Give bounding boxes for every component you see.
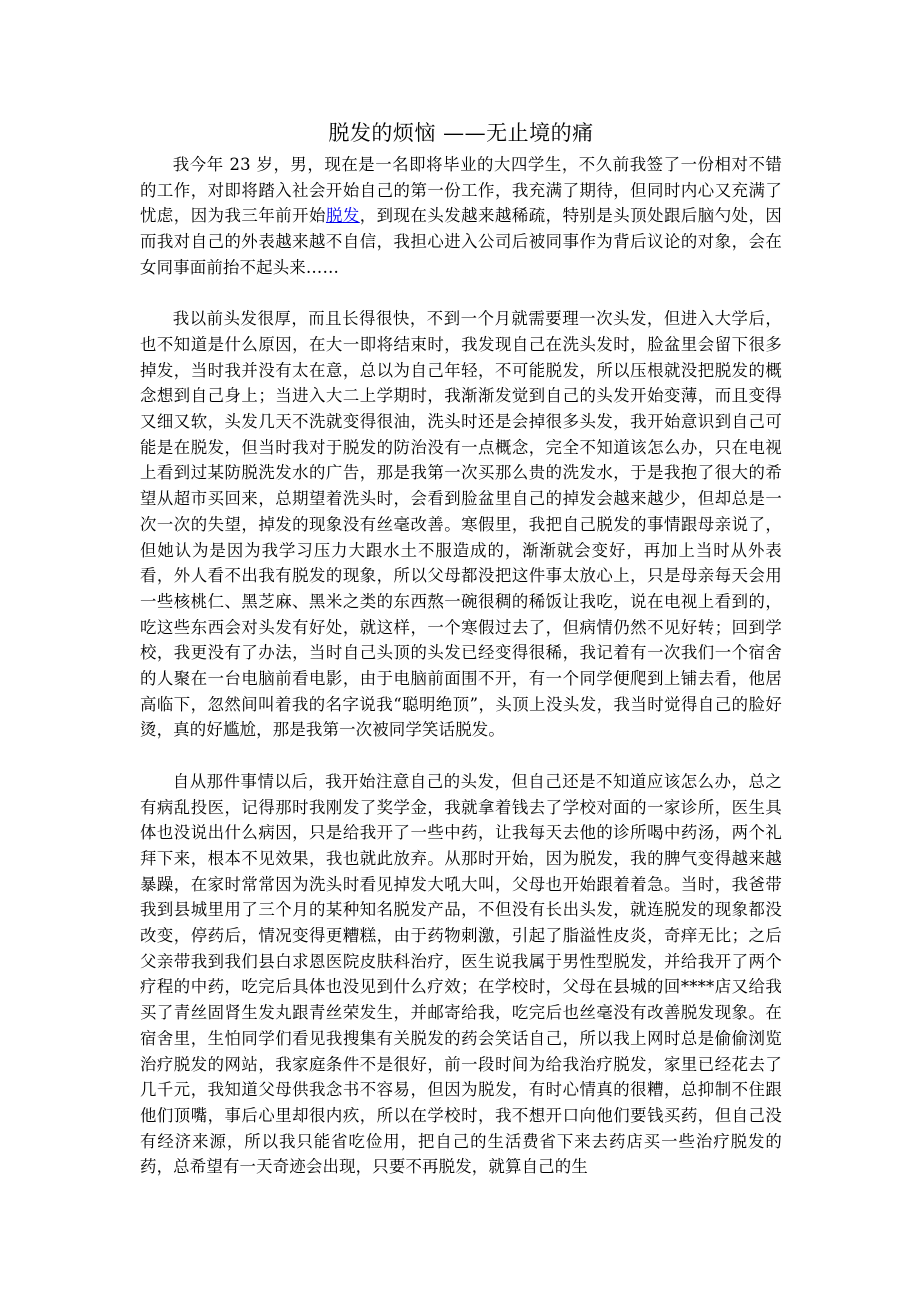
paragraph-spacer xyxy=(140,281,782,307)
paragraph-2: 我以前头发很厚，而且长得很快，不到一个月就需要理一次头发，但进入大学后，也不知道是什么原因，在大一即将结束时，我发现自己在洗头发时，脸盆里会留下很多掉发，当时我并没有太在意，总以为自己年轻，不可能脱发，所以压根就没把脱发的概念想到自己身上；当进入大二上学期时，我渐渐发觉到自己的头发开始变薄，而且变得又细又软，头发几天不洗就变得很油，洗头时还是会掉很多头发，我开始意识到自己可能是在脱发，但当时我对于脱发的防治没有一点概念，完全不知道该怎么办，只在电视上看到过某防脱洗发水的广告，那是我第一次买那么贵的洗发水，于是我抱了很大的希望从超市买回来，总期望着洗头时，会看到脸盆里自己的掉发会越来越少，但却总是一次一次的失望，掉发的现象没有丝毫改善。寒假里，我把自己脱发的事情跟母亲说了，但她认为是因为我学习压力大跟水土不服造成的，渐渐就会变好，再加上当时从外表看，外人看不出我有脱发的现象，所以父母都没把这件事太放心上，只是母亲每天会用一些核桃仁、黑芝麻、黑米之类的东西熬一碗很稠的稀饭让我吃，说在电视上看到的，吃这些东西会对头发有好处，就这样，一个寒假过去了，但病情仍然不见好转；回到学校，我更没有了办法，当时自己头顶的头发已经变得很稀，我记着有一次我们一个宿舍的人聚在一台电脑前看电影，由于电脑前面围不开，有一个同学便爬到上铺去看，他居高临下，忽然间叫着我的名字说我“聪明绝顶”，头顶上没头发，我当时觉得自己的脸好烫，真的好尴尬，那是我第一次被同学笑话脱发。 xyxy=(140,309,782,740)
hair-loss-link[interactable]: 脱发 xyxy=(325,206,360,226)
paragraph-1 xyxy=(140,152,782,281)
paragraph-1-text-after-link: ，到现在头发越来越稀疏，特别是头顶处跟后脑勺处，因而我对自己的外表越来越不自信，我担心进入公司后被同事作为背后议论的对象，会在女同事面前抬不起头来…… xyxy=(140,206,783,277)
document-title: 脱发的烦恼 ——无止境的痛 xyxy=(328,121,594,145)
paragraph-1-text-before-link: 我今年 23 岁，男，现在是一名即将毕业的大四学生，不久前我签了一份相对不错的工作，对即将踏入社会开始自己的第一份工作，我充满了期待，但同时内心又充满了忧虑，因为我三年前开始 xyxy=(140,155,782,226)
paragraph-spacer xyxy=(140,743,782,769)
document-page xyxy=(140,118,782,1180)
paragraph-3: 自从那件事情以后，我开始注意自己的头发，但自己还是不知道应该怎么办，总之有病乱投医，记得那时我刚发了奖学金，我就拿着钱去了学校对面的一家诊所，医生具体也没说出什么病因，只是给我开了一些中药，让我每天去他的诊所喝中药汤，两个礼拜下来，根本不见效果，我也就此放弃。从那时开始，因为脱发，我的脾气变得越来越暴躁，在家时常常因为洗头时看见掉发大吼大叫，父母也开始跟着着急。当时，我爸带我到县城里用了三个月的某种知名脱发产品，不但没有长出头发，就连脱发的现象都没改变，停药后，情况变得更糟糕，由于药物刺激，引起了脂溢性皮炎，奇痒无比；之后父亲带我到我们县白求恩医院皮肤科治疗，医生说我属于男性型脱发，并给我开了两个疗程的中药，吃完后具体也没见到什么疗效；在学校时，父母在县城的回****店又给我买了青丝固肾生发丸跟青丝荣发生，并邮寄给我，吃完后也丝毫没有改善脱发现象。在宿舍里，生怕同学们看见我搜集有关脱发的药会笑话自己，所以我上网时总是偷偷浏览治疗脱发的网站，我家庭条件不是很好，前一段时间为给我治疗脱发，家里已经花去了几千元，我知道父母供我念书不容易，但因为脱发，有时心情真的很糟，总抑制不住跟他们顶嘴，事后心里却很内疚，所以在学校时，我不想开口向他们要钱买药，但自己没有经济来源，所以我只能省吃俭用，把自己的生活费省下来去药店买一些治疗脱发的药，总希望有一天奇迹会出现，只要不再脱发，就算自己的生 xyxy=(140,771,782,1177)
